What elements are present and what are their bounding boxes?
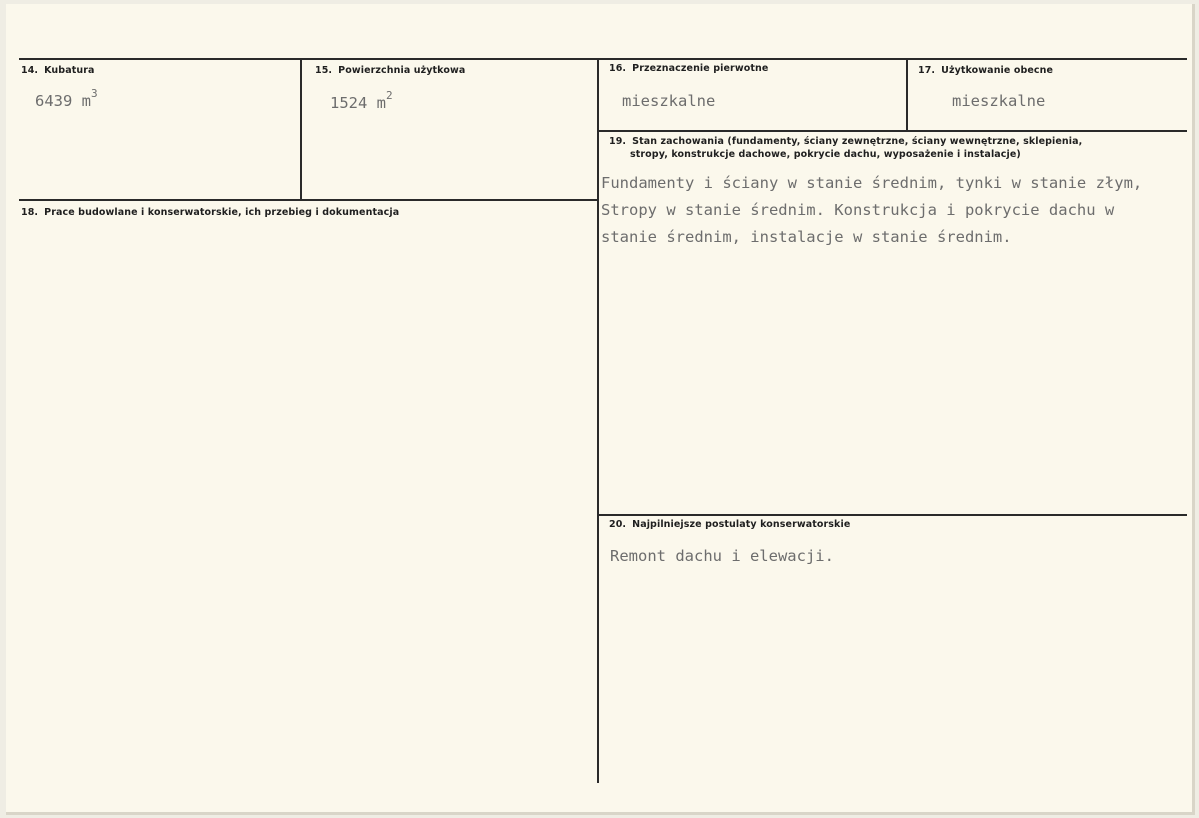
rule-under-14-15 (19, 199, 598, 201)
field-20-title: Najpilniejsze postulaty konserwatorskie (632, 519, 851, 530)
field-16-title: Przeznaczenie pierwotne (632, 63, 769, 74)
field-18-number: 18. (21, 207, 39, 218)
divider-14-15 (300, 60, 302, 199)
field-14-title: Kubatura (44, 65, 95, 76)
field-17-value: mieszkalne (952, 92, 1046, 110)
field-14-number: 14. (21, 65, 39, 76)
area-number: 1524 (330, 94, 368, 113)
volume-unit: m (81, 92, 92, 111)
field-14-value (35, 87, 98, 111)
field-15-number: 15. (315, 65, 333, 76)
field-17-number: 17. (918, 65, 936, 76)
field-15-label (315, 65, 465, 76)
field-19-label (609, 135, 1169, 161)
main-vertical-divider (597, 60, 599, 783)
field-16-label (609, 63, 768, 74)
rule-above-20 (598, 514, 1187, 516)
field-17-label (918, 65, 1053, 76)
area-unit: m (376, 94, 387, 113)
rule-under-16-17 (598, 130, 1187, 132)
field-14-label (21, 65, 95, 76)
field-15-value (330, 89, 393, 113)
field-19-number: 19. (609, 136, 627, 147)
field-20-value: Remont dachu i elewacji. (610, 547, 834, 565)
field-18-title: Prace budowlane i konserwatorskie, ich przebieg i dokumentacja (44, 207, 400, 218)
field-19-title-line2: stropy, konstrukcje dachowe, pokrycie dachu, wyposażenie i instalacje) (630, 149, 1021, 160)
field-18-label (21, 207, 399, 218)
field-19-value (601, 170, 1142, 251)
top-rule (19, 58, 1187, 60)
area-unit-exponent: 2 (386, 89, 393, 102)
condition-line: Fundamenty i ściany w stanie średnim, tynki w stanie złym, (601, 174, 1143, 192)
field-16-number: 16. (609, 63, 627, 74)
divider-16-17 (906, 60, 908, 130)
volume-number: 6439 (35, 92, 73, 111)
field-19-title-line1: Stan zachowania (fundamenty, ściany zewnętrzne, ściany wewnętrzne, sklepienia, (632, 136, 1083, 147)
condition-line: Stropy w stanie średnim. Konstrukcja i pokrycie dachu w (601, 201, 1115, 219)
volume-unit-exponent: 3 (91, 87, 98, 100)
field-16-value: mieszkalne (622, 92, 716, 110)
field-20-label (609, 519, 850, 530)
condition-line: stanie średnim, instalacje w stanie średnim. (601, 228, 1012, 246)
record-card (6, 4, 1195, 815)
field-20-number: 20. (609, 519, 627, 530)
field-17-title: Użytkowanie obecne (941, 65, 1054, 76)
field-15-title: Powierzchnia użytkowa (338, 65, 466, 76)
